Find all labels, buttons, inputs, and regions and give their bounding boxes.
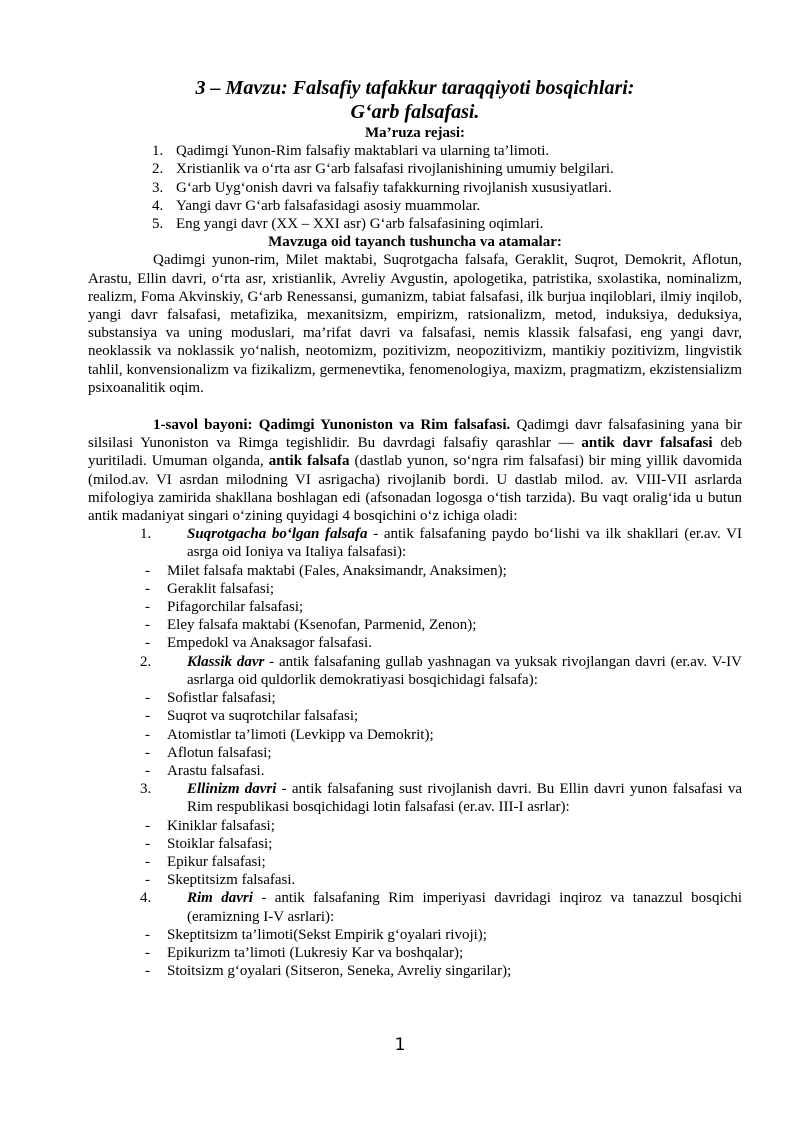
stage-name: Rim davri	[187, 890, 253, 907]
plan-item-number: 1.	[152, 143, 164, 160]
list-item-text: Arastu falsafasi.	[167, 762, 265, 779]
stage-number: 4.	[140, 890, 152, 907]
dash-bullet: -	[145, 708, 150, 725]
list-item-text: Kiniklar falsafasi;	[167, 817, 275, 834]
list-item	[88, 707, 742, 725]
plan-item	[88, 160, 742, 178]
dash-bullet: -	[145, 872, 150, 889]
list-item	[88, 962, 742, 980]
list-item	[88, 871, 742, 889]
plan-item-text: Xristianlik va o‘rta asr G‘arb falsafasi rivojlanishining umumiy belgilari.	[176, 161, 614, 178]
list-item-text: Eley falsafa maktabi (Ksenofan, Parmenid, Zenon);	[167, 617, 477, 634]
dash-bullet: -	[145, 835, 150, 852]
stage-description: - antik falsafaning gullab yashnagan va yuksak rivojlangan davri (er.av. V-IV asrlarga oid quldorlik demokratiyasi bosqichidagi falsafa):	[187, 653, 742, 688]
stage-item	[88, 889, 742, 925]
list-item-text: Empedokl va Anaksagor falsafasi.	[167, 635, 372, 652]
list-item-text: Milet falsafa maktabi (Fales, Anaksimandr, Anaksimen);	[167, 562, 507, 579]
question-1-paragraph	[88, 416, 742, 525]
plan-item	[88, 215, 742, 233]
list-item-text: Skeptitsizm ta’limoti(Sekst Empirik g‘oyalari rivoji);	[167, 926, 487, 943]
plan-item-text: G‘arb Uyg‘onish davri va falsafiy tafakkurning rivojlanish xususiyatlari.	[176, 179, 612, 196]
dash-bullet: -	[145, 580, 150, 597]
q1-bold-1: antik davr falsafasi	[581, 435, 713, 452]
list-item	[88, 817, 742, 835]
dash-bullet: -	[145, 963, 150, 980]
stage-item	[88, 653, 742, 689]
list-item	[88, 762, 742, 780]
list-item	[88, 562, 742, 580]
dash-bullet: -	[145, 744, 150, 761]
list-item	[88, 726, 742, 744]
q1-bold-2: antik falsafa	[268, 453, 350, 470]
list-item-text: Aflotun falsafasi;	[167, 744, 272, 761]
plan-item-number: 2.	[152, 161, 164, 178]
dash-bullet: -	[145, 817, 150, 834]
plan-item-number: 3.	[152, 179, 164, 196]
stage-item	[88, 780, 742, 816]
list-item	[88, 598, 742, 616]
q1-text-2: deb yuritiladi. Umuman olganda,	[88, 435, 742, 470]
document-page	[88, 76, 742, 980]
dash-bullet: -	[145, 562, 150, 579]
dash-bullet: -	[145, 762, 150, 779]
dash-bullet: -	[145, 944, 150, 961]
dash-bullet: -	[145, 726, 150, 743]
stage-number: 2.	[140, 653, 152, 670]
plan-item	[88, 197, 742, 215]
list-item-text: Pifagorchilar falsafasi;	[167, 599, 304, 616]
list-item	[88, 835, 742, 853]
dash-bullet: -	[145, 853, 150, 870]
dash-bullet: -	[145, 690, 150, 707]
q1-text-1: Qadimgi davr falsafasining yana bir silsilasi Yunoniston va Rimga tegishlidir. Bu davrdagi falsafiy qarashlar —	[88, 417, 743, 452]
stage-name: Suqrotgacha bo‘lgan falsafa	[187, 526, 368, 543]
terms-heading: Mavzuga oid tayanch tushuncha va atamalar:	[268, 234, 562, 251]
stage-item	[88, 525, 742, 561]
plan-list	[88, 142, 742, 233]
list-item-text: Sofistlar falsafasi;	[167, 690, 276, 707]
page-number: 1	[394, 1035, 406, 1055]
q1-text-3: (dastlab yunon, so‘ngra rim falsafasi) bir ming yillik davomida (milod.av. VI asrdan milodning VI asrigacha) rivojlanib bordi. U dastlab milod. av. VIII-VII asrlarda mifologiya zamirida shakllana boshlagan edi (afsonadan logosga o‘tish tarzida). Bu vaqt oralig‘ida u butun antik madaniyat singari o‘zining quyidagi 4 bosqichini o‘z ichiga oladi:	[88, 453, 742, 525]
question-1-heading: 1-savol bayoni: Qadimgi Yunoniston va Rim falsafasi.	[153, 417, 511, 434]
list-item	[88, 853, 742, 871]
plan-item	[88, 142, 742, 160]
terms-paragraph: Qadimgi yunon-rim, Milet maktabi, Suqrotgacha falsafa, Geraklit, Suqrot, Demokrit, Aflotun, Arastu, Ellin davri, o‘rta asr, xristianlik, Avreliy Avgustin, apologetika, patristika, sxolastika, nominalizm, realizm, Foma Akvinskiy, G‘arb Renessansi, gumanizm, tabiat falsafasi, ilk burjua inqiloblari, ilmiy inqilob, yangi davr falsafasi, metafizika, mexanitsizm, empirizm, ratsionalizm, metod, induksiya, deduksiya, substansiya va uning moduslari, ma’rifat davri va falsafasi, nemis klassik falsafasi, eng yangi davr, neoklassik va noklassik yo‘nalish, neotomizm, pozitivizm, neopozitivizm, mantikiy pozitivizm, lingvistik tahlil, konvensionalizm va fizikalizm, germenevtika, fenomenologiya, maxizm, pragmatizm, ekzistensializm psixoanalitik oqim.	[88, 252, 742, 396]
list-item-text: Stoiklar falsafasi;	[167, 835, 273, 852]
list-item-text: Epikurizm ta’limoti (Lukresiy Kar va boshqalar);	[167, 944, 464, 961]
stage-description: - antik falsafaning Rim imperiyasi davridagi inqiroz va tanazzul bosqichi (eramizning I-V asrlari):	[187, 890, 742, 925]
stage-description: - antik falsafaning sust rivojlanish davri. Bu Ellin davri yunon falsafasi va Rim respublikasi bosqichidagi lotin falsafasi (er.av. III-I asrlar):	[187, 781, 742, 816]
plan-item-number: 4.	[152, 197, 164, 214]
list-item	[88, 634, 742, 652]
title-line-1: 3 – Mavzu: Falsafiy tafakkur taraqqiyoti bosqichlari:	[195, 77, 635, 99]
list-item-text: Geraklit falsafasi;	[167, 580, 275, 597]
stage-number: 3.	[140, 781, 152, 798]
plan-item-text: Eng yangi davr (XX – XXI asr) G‘arb falsafasining oqimlari.	[176, 216, 544, 233]
dash-bullet: -	[145, 926, 150, 943]
dash-bullet: -	[145, 599, 150, 616]
plan-item-text: Yangi davr G‘arb falsafasidagi asosiy muammolar.	[176, 197, 481, 214]
list-item	[88, 744, 742, 762]
stage-name: Klassik davr	[187, 653, 265, 670]
title-line-2: G‘arb falsafasi.	[350, 101, 480, 123]
plan-heading: Ma’ruza rejasi:	[364, 125, 466, 141]
list-item-text: Skeptitsizm falsafasi.	[167, 872, 296, 889]
dash-bullet: -	[145, 617, 150, 634]
stages-list	[88, 525, 742, 980]
plan-item-number: 5.	[152, 216, 164, 233]
list-item	[88, 944, 742, 962]
list-item-text: Suqrot va suqrotchilar falsafasi;	[167, 708, 359, 725]
list-item-text: Epikur falsafasi;	[167, 853, 266, 870]
plan-item	[88, 179, 742, 197]
list-item	[88, 580, 742, 598]
plan-item-text: Qadimgi Yunon-Rim falsafiy maktablari va ularning ta’limoti.	[176, 143, 550, 160]
dash-bullet: -	[145, 635, 150, 652]
stage-number: 1.	[140, 526, 152, 543]
stage-description: - antik falsafaning paydo bo‘lishi va ilk shakllari (er.av. VI asrga oid Ioniya va Italiya falsafasi):	[187, 526, 742, 561]
list-item-text: Atomistlar ta’limoti (Levkipp va Demokrit);	[167, 726, 434, 743]
list-item-text: Stoitsizm g‘oyalari (Sitseron, Seneka, Avreliy singarilar);	[167, 963, 512, 980]
list-item	[88, 926, 742, 944]
stage-name: Ellinizm davri	[187, 781, 277, 798]
list-item	[88, 689, 742, 707]
list-item	[88, 616, 742, 634]
